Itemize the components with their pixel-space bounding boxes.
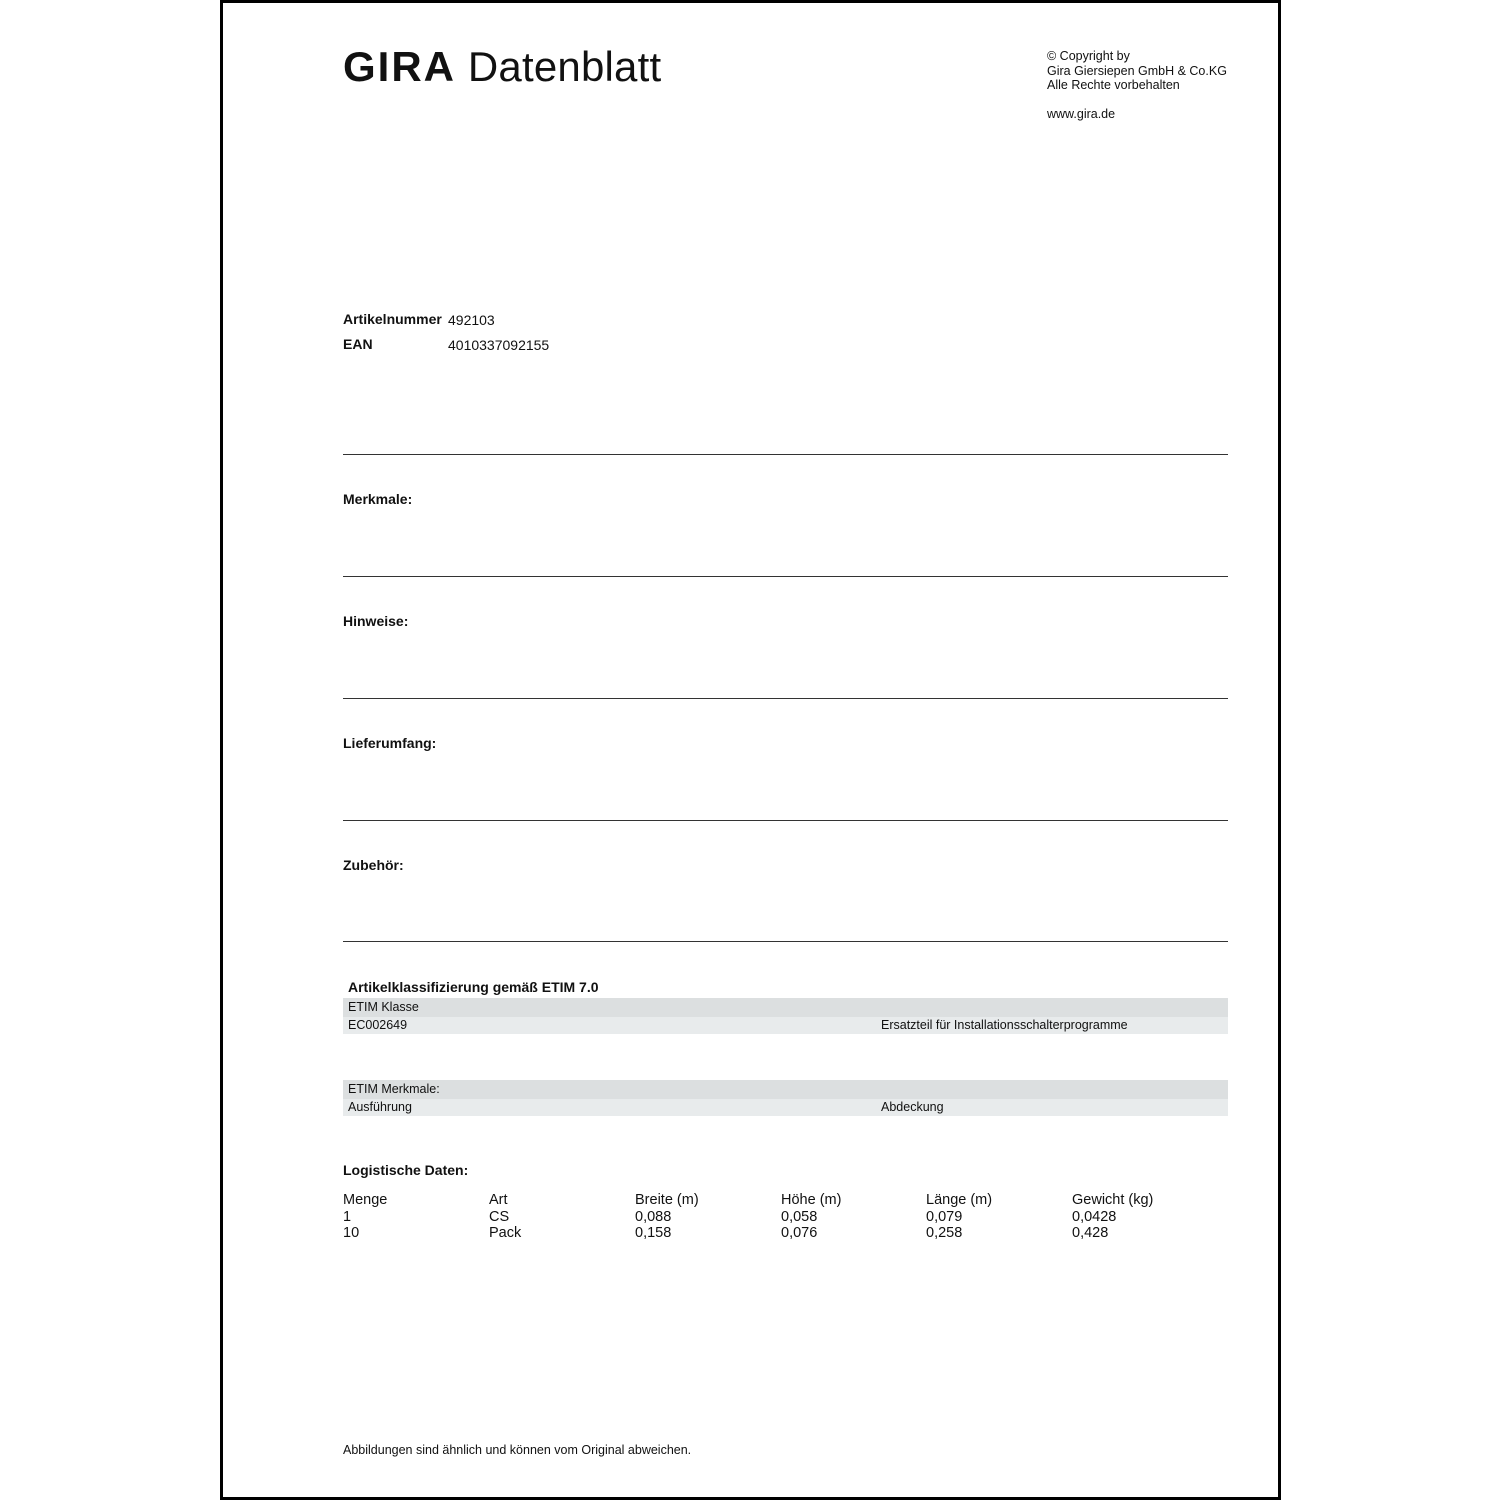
copyright-block	[1047, 49, 1227, 121]
section-zubehoer: Zubehör:	[343, 857, 404, 873]
cell: 0,076	[781, 1225, 818, 1241]
etim-class-code: EC002649	[348, 1018, 408, 1032]
divider	[343, 698, 1228, 699]
logistics-table	[343, 1192, 1243, 1242]
cell: 0,079	[926, 1208, 963, 1225]
logistics-header-row	[343, 1192, 1243, 1209]
cell: 0,0428	[1072, 1208, 1117, 1225]
etim-features-header-row	[343, 1080, 1228, 1099]
column-header: Breite (m)	[635, 1192, 699, 1208]
cell: 0,158	[635, 1225, 672, 1241]
gira-logo: GIRA	[343, 43, 456, 90]
website-link[interactable]: www.gira.de	[1047, 106, 1116, 121]
etim-feature-row	[343, 1099, 1228, 1116]
table-row	[343, 1209, 1243, 1226]
column-header: Gewicht (kg)	[1072, 1192, 1154, 1208]
etim-class-description: Ersatzteil für Installationsschalterprogramme	[881, 1018, 1128, 1032]
section-lieferumfang: Lieferumfang:	[343, 735, 437, 751]
article-number-label: Artikelnummer	[343, 311, 442, 327]
etim-class-header: ETIM Klasse	[348, 1000, 419, 1014]
article-number-value: 492103	[448, 312, 495, 328]
column-header: Menge	[343, 1192, 388, 1208]
ean-value: 4010337092155	[448, 337, 550, 353]
etim-title: Artikelklassifizierung gemäß ETIM 7.0	[348, 979, 599, 995]
column-header: Art	[489, 1192, 508, 1208]
logistics-title: Logistische Daten:	[343, 1162, 469, 1178]
divider	[343, 576, 1228, 577]
copyright-line: Gira Giersiepen GmbH & Co.KG	[1047, 63, 1227, 78]
ean-label: EAN	[343, 336, 373, 352]
column-header: Länge (m)	[926, 1192, 993, 1208]
brand-heading	[343, 42, 661, 92]
copyright-line: Alle Rechte vorbehalten	[1047, 78, 1180, 92]
section-hinweise: Hinweise:	[343, 613, 409, 629]
cell: 1	[343, 1208, 352, 1225]
document-title: Datenblatt	[467, 43, 662, 90]
table-row	[343, 1225, 1243, 1242]
divider	[343, 454, 1228, 455]
cell: 0,428	[1072, 1225, 1109, 1241]
column-header: Höhe (m)	[781, 1192, 842, 1208]
etim-class-row	[343, 1017, 1228, 1034]
cell: CS	[489, 1208, 510, 1225]
disclaimer: Abbildungen sind ähnlich und können vom Original abweichen.	[343, 1443, 692, 1457]
copyright-line: © Copyright by	[1047, 49, 1130, 63]
cell: Pack	[489, 1225, 522, 1241]
cell: 0,258	[926, 1225, 963, 1241]
cell: 0,058	[781, 1208, 818, 1225]
cell: 10	[343, 1225, 360, 1241]
etim-class-header-row	[343, 998, 1228, 1017]
divider	[343, 820, 1228, 821]
etim-feature-value: Abdeckung	[881, 1100, 944, 1114]
divider	[343, 941, 1228, 942]
etim-features-header: ETIM Merkmale:	[348, 1082, 440, 1096]
section-merkmale: Merkmale:	[343, 491, 413, 507]
cell: 0,088	[635, 1208, 672, 1225]
etim-feature-name: Ausführung	[348, 1100, 412, 1114]
